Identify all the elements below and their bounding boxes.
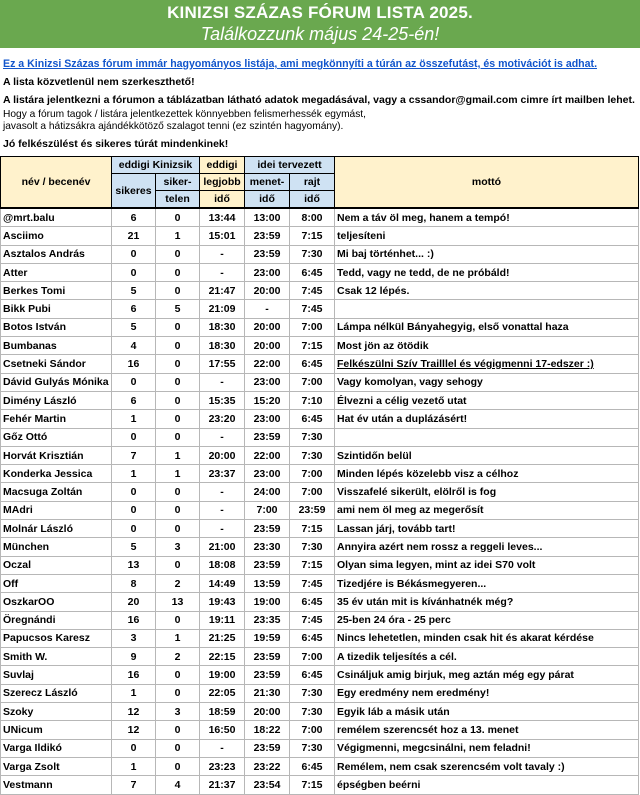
cell-motto: Szintidőn belül <box>335 446 639 464</box>
cell-legjobb: 19:00 <box>200 666 245 684</box>
cell-menetido: 7:00 <box>245 501 290 519</box>
cell-menetido: 23:59 <box>245 648 290 666</box>
cell-motto: Vagy komolyan, vagy sehogy <box>335 373 639 391</box>
table-row <box>1 428 639 446</box>
cell-name: Gőz Ottó <box>1 428 112 446</box>
cell-name: Konderka Jessica <box>1 465 112 483</box>
cell-motto <box>335 300 639 318</box>
cell-legjobb: 23:37 <box>200 465 245 483</box>
header-eddigi-kinizsik: eddigi Kinizsik <box>112 157 200 174</box>
cell-name: OszkarOO <box>1 593 112 611</box>
cell-rajtido: 7:45 <box>290 282 335 300</box>
header-legjobb-2: legjobb <box>200 174 245 191</box>
cell-sikertelen: 0 <box>156 355 200 373</box>
cell-sikeres: 16 <box>112 666 156 684</box>
cell-sikertelen: 1 <box>156 465 200 483</box>
table-row <box>1 282 639 300</box>
cell-motto: Nincs lehetetlen, minden csak hit és akarat kérdése <box>335 629 639 647</box>
cell-legjobb: 19:43 <box>200 593 245 611</box>
cell-menetido: 23:00 <box>245 465 290 483</box>
cell-sikeres: 12 <box>112 721 156 739</box>
cell-name: MAdri <box>1 501 112 519</box>
cell-sikertelen: 0 <box>156 520 200 538</box>
table-row <box>1 757 639 775</box>
cell-sikeres: 5 <box>112 538 156 556</box>
header-legjobb-3: idő <box>200 191 245 209</box>
cell-sikeres: 1 <box>112 684 156 702</box>
cell-motto: Lassan járj, tovább tart! <box>335 520 639 538</box>
cell-sikeres: 0 <box>112 501 156 519</box>
cell-rajtido: 7:15 <box>290 337 335 355</box>
cell-sikertelen: 3 <box>156 538 200 556</box>
header-rajt-1: rajt <box>290 174 335 191</box>
cell-sikertelen: 0 <box>156 391 200 409</box>
cell-sikeres: 4 <box>112 337 156 355</box>
cell-motto: Mi baj történhet... :) <box>335 245 639 263</box>
title-banner <box>0 0 640 48</box>
cell-legjobb: 18:30 <box>200 337 245 355</box>
cell-menetido: 20:00 <box>245 337 290 355</box>
cell-name: Fehér Martin <box>1 410 112 428</box>
table-row <box>1 684 639 702</box>
table-row <box>1 245 639 263</box>
cell-rajtido: 7:00 <box>290 648 335 666</box>
cell-menetido: 23:35 <box>245 611 290 629</box>
cell-menetido: 18:22 <box>245 721 290 739</box>
cell-legjobb: 17:55 <box>200 355 245 373</box>
table-row <box>1 410 639 428</box>
cell-sikertelen: 0 <box>156 501 200 519</box>
cell-sikertelen: 0 <box>156 410 200 428</box>
cell-legjobb: - <box>200 520 245 538</box>
cell-sikeres: 0 <box>112 263 156 281</box>
cell-rajtido: 7:30 <box>290 245 335 263</box>
cell-motto: Lámpa nélkül Bányahegyig, első vonattal haza <box>335 318 639 336</box>
cell-rajtido: 7:00 <box>290 373 335 391</box>
table-row <box>1 574 639 592</box>
cell-menetido: 23:59 <box>245 666 290 684</box>
cell-legjobb: 18:59 <box>200 703 245 721</box>
table-row <box>1 465 639 483</box>
cell-motto: remélem szerencsét hoz a 13. menet <box>335 721 639 739</box>
cell-sikeres: 20 <box>112 593 156 611</box>
cell-name: Smith W. <box>1 648 112 666</box>
cell-motto: 35 év után mit is kívánhatnék még? <box>335 593 639 611</box>
cell-rajtido: 7:00 <box>290 318 335 336</box>
table-row <box>1 556 639 574</box>
cell-sikertelen: 0 <box>156 721 200 739</box>
cell-legjobb: - <box>200 428 245 446</box>
notice-ribbon-1: Hogy a fórum tagok / listára jelentkezettek könnyebben felismerhessék egymást, <box>3 109 366 120</box>
cell-name: Oczal <box>1 556 112 574</box>
cell-motto: épségben beérni <box>335 776 639 794</box>
notice-good-luck: Jó felkészülést és sikeres túrát mindenkinek! <box>3 138 229 150</box>
cell-rajtido: 7:45 <box>290 574 335 592</box>
cell-name: Öregnándi <box>1 611 112 629</box>
cell-menetido: 23:59 <box>245 556 290 574</box>
cell-menetido: 23:54 <box>245 776 290 794</box>
cell-rajtido: 6:45 <box>290 355 335 373</box>
cell-menetido: 23:22 <box>245 757 290 775</box>
cell-motto: Minden lépés közelebb visz a célhoz <box>335 465 639 483</box>
cell-legjobb: 18:30 <box>200 318 245 336</box>
cell-motto: Végigmenni, megcsinálni, nem feladni! <box>335 739 639 757</box>
cell-menetido: 23:59 <box>245 520 290 538</box>
cell-sikertelen: 13 <box>156 593 200 611</box>
cell-rajtido: 7:00 <box>290 483 335 501</box>
cell-sikeres: 0 <box>112 520 156 538</box>
header-name: név / becenév <box>1 157 112 209</box>
cell-sikeres: 7 <box>112 446 156 464</box>
cell-legjobb: 21:25 <box>200 629 245 647</box>
cell-sikertelen: 5 <box>156 300 200 318</box>
cell-name: Vestmann <box>1 776 112 794</box>
cell-rajtido: 7:30 <box>290 428 335 446</box>
cell-menetido: 23:59 <box>245 245 290 263</box>
table-row <box>1 538 639 556</box>
cell-menetido: 23:59 <box>245 428 290 446</box>
cell-sikertelen: 0 <box>156 245 200 263</box>
cell-name: Varga Ildikó <box>1 739 112 757</box>
table-row <box>1 337 639 355</box>
cell-rajtido: 8:00 <box>290 208 335 227</box>
cell-name: UNicum <box>1 721 112 739</box>
cell-legjobb: - <box>200 501 245 519</box>
cell-name: Horvát Krisztián <box>1 446 112 464</box>
cell-rajtido: 7:30 <box>290 739 335 757</box>
cell-motto: Olyan sima legyen, mint az idei S70 volt <box>335 556 639 574</box>
table-row <box>1 703 639 721</box>
cell-sikeres: 0 <box>112 373 156 391</box>
cell-name: Papucsos Karesz <box>1 629 112 647</box>
cell-sikeres: 0 <box>112 428 156 446</box>
header-tervezett: idei tervezett <box>245 157 335 174</box>
cell-rajtido: 7:15 <box>290 776 335 794</box>
notice-ribbon-2: javasolt a hátizsákra ajándékkötöző szalagot tenni (ez szintén hagyomány). <box>3 121 344 132</box>
cell-motto: ami nem öl meg az megerősít <box>335 501 639 519</box>
cell-name: Szoky <box>1 703 112 721</box>
table-row <box>1 739 639 757</box>
cell-menetido: 22:00 <box>245 446 290 464</box>
cell-menetido: 13:59 <box>245 574 290 592</box>
cell-sikeres: 9 <box>112 648 156 666</box>
cell-name: Bumbanas <box>1 337 112 355</box>
table-row <box>1 501 639 519</box>
cell-name: Dimény László <box>1 391 112 409</box>
cell-sikertelen: 4 <box>156 776 200 794</box>
cell-rajtido: 6:45 <box>290 666 335 684</box>
cell-menetido: 15:20 <box>245 391 290 409</box>
cell-name: Dávid Gulyás Mónika <box>1 373 112 391</box>
cell-rajtido: 6:45 <box>290 263 335 281</box>
cell-name: Atter <box>1 263 112 281</box>
participants-table <box>0 156 639 795</box>
cell-rajtido: 7:00 <box>290 721 335 739</box>
table-row <box>1 666 639 684</box>
cell-menetido: 20:00 <box>245 318 290 336</box>
cell-motto: Annyira azért nem rossz a reggeli leves... <box>335 538 639 556</box>
cell-sikeres: 8 <box>112 574 156 592</box>
cell-name: Varga Zsolt <box>1 757 112 775</box>
cell-sikertelen: 0 <box>156 373 200 391</box>
cell-legjobb: 15:35 <box>200 391 245 409</box>
header-sikeres: sikeres <box>112 174 156 209</box>
cell-rajtido: 7:10 <box>290 391 335 409</box>
cell-motto: Tizedjére is Békásmegyeren... <box>335 574 639 592</box>
cell-sikertelen: 0 <box>156 556 200 574</box>
cell-rajtido: 7:30 <box>290 703 335 721</box>
cell-rajtido: 7:45 <box>290 300 335 318</box>
cell-rajtido: 23:59 <box>290 501 335 519</box>
cell-menetido: 23:00 <box>245 410 290 428</box>
cell-menetido: - <box>245 300 290 318</box>
cell-sikertelen: 0 <box>156 263 200 281</box>
table-row <box>1 721 639 739</box>
cell-legjobb: 21:09 <box>200 300 245 318</box>
cell-sikeres: 3 <box>112 629 156 647</box>
cell-name: Macsuga Zoltán <box>1 483 112 501</box>
cell-sikeres: 1 <box>112 465 156 483</box>
cell-menetido: 23:59 <box>245 227 290 245</box>
notice-how-to-join: A listára jelentkezni a fórumon a táblázatban látható adatok megadásával, vagy a cssandor@gmail.com cimre írt mailben lehet. <box>3 94 635 106</box>
header-motto: mottó <box>335 157 639 209</box>
cell-sikertelen: 0 <box>156 337 200 355</box>
cell-motto: 25-ben 24 óra - 25 perc <box>335 611 639 629</box>
cell-legjobb: 22:15 <box>200 648 245 666</box>
cell-sikertelen: 0 <box>156 282 200 300</box>
cell-legjobb: 23:20 <box>200 410 245 428</box>
cell-legjobb: - <box>200 245 245 263</box>
cell-rajtido: 7:15 <box>290 520 335 538</box>
cell-motto: Élvezni a célig vezető utat <box>335 391 639 409</box>
cell-sikeres: 6 <box>112 391 156 409</box>
cell-sikertelen: 0 <box>156 757 200 775</box>
cell-name: Suvlaj <box>1 666 112 684</box>
cell-legjobb: - <box>200 373 245 391</box>
cell-legjobb: 22:05 <box>200 684 245 702</box>
cell-name: Berkes Tomi <box>1 282 112 300</box>
cell-sikeres: 1 <box>112 757 156 775</box>
cell-menetido: 20:00 <box>245 703 290 721</box>
notice-not-editable: A lista közvetlenül nem szerkeszthető! <box>3 76 195 88</box>
cell-sikeres: 7 <box>112 776 156 794</box>
cell-motto <box>335 428 639 446</box>
cell-name: München <box>1 538 112 556</box>
cell-legjobb: 20:00 <box>200 446 245 464</box>
cell-legjobb: - <box>200 263 245 281</box>
cell-sikeres: 0 <box>112 483 156 501</box>
header-sikertelen-1: siker- <box>156 174 200 191</box>
table-row <box>1 227 639 245</box>
cell-sikertelen: 0 <box>156 428 200 446</box>
cell-sikertelen: 2 <box>156 648 200 666</box>
cell-motto: Remélem, nem csak szerencsém volt tavaly :) <box>335 757 639 775</box>
cell-sikertelen: 1 <box>156 227 200 245</box>
cell-sikeres: 16 <box>112 611 156 629</box>
cell-name: Off <box>1 574 112 592</box>
cell-motto: Tedd, vagy ne tedd, de ne próbáld! <box>335 263 639 281</box>
cell-menetido: 23:30 <box>245 538 290 556</box>
cell-rajtido: 7:45 <box>290 611 335 629</box>
cell-menetido: 19:00 <box>245 593 290 611</box>
cell-sikertelen: 0 <box>156 318 200 336</box>
header-sikertelen-2: telen <box>156 191 200 209</box>
cell-sikertelen: 3 <box>156 703 200 721</box>
cell-sikertelen: 0 <box>156 684 200 702</box>
cell-sikeres: 13 <box>112 556 156 574</box>
cell-motto: Csináljuk amig birjuk, meg aztán még egy párat <box>335 666 639 684</box>
cell-sikertelen: 0 <box>156 666 200 684</box>
cell-name: Asztalos András <box>1 245 112 263</box>
table-row <box>1 520 639 538</box>
header-menet-2: idő <box>245 191 290 209</box>
cell-sikertelen: 0 <box>156 611 200 629</box>
table-row <box>1 391 639 409</box>
cell-legjobb: 23:23 <box>200 757 245 775</box>
cell-motto: Nem a táv öl meg, hanem a tempó! <box>335 208 639 227</box>
table-row <box>1 373 639 391</box>
cell-motto: Egy eredmény nem eredmény! <box>335 684 639 702</box>
table-row <box>1 776 639 794</box>
cell-sikeres: 6 <box>112 208 156 227</box>
cell-legjobb: 13:44 <box>200 208 245 227</box>
cell-legjobb: 15:01 <box>200 227 245 245</box>
cell-sikeres: 0 <box>112 739 156 757</box>
cell-menetido: 21:30 <box>245 684 290 702</box>
cell-name: Bikk Pubi <box>1 300 112 318</box>
cell-rajtido: 6:45 <box>290 757 335 775</box>
cell-rajtido: 6:45 <box>290 629 335 647</box>
cell-name: Asciimo <box>1 227 112 245</box>
cell-legjobb: 19:11 <box>200 611 245 629</box>
cell-legjobb: 14:49 <box>200 574 245 592</box>
header-rajt-2: idő <box>290 191 335 209</box>
cell-sikertelen: 0 <box>156 208 200 227</box>
cell-motto: teljesíteni <box>335 227 639 245</box>
cell-sikertelen: 1 <box>156 629 200 647</box>
cell-menetido: 23:00 <box>245 373 290 391</box>
header-legjobb-1: eddigi <box>200 157 245 174</box>
cell-name: @mrt.balu <box>1 208 112 227</box>
cell-motto: Hat év után a duplázásért! <box>335 410 639 428</box>
cell-motto: Visszafelé sikerült, elölről is fog <box>335 483 639 501</box>
table-row <box>1 483 639 501</box>
cell-motto: Egyik láb a másik után <box>335 703 639 721</box>
cell-menetido: 13:00 <box>245 208 290 227</box>
cell-rajtido: 7:15 <box>290 556 335 574</box>
cell-menetido: 23:59 <box>245 739 290 757</box>
cell-legjobb: 18:08 <box>200 556 245 574</box>
cell-motto: A tizedik teljesítés a cél. <box>335 648 639 666</box>
cell-name: Botos István <box>1 318 112 336</box>
table-row <box>1 611 639 629</box>
cell-rajtido: 6:45 <box>290 593 335 611</box>
page-subtitle: Találkozzunk május 24-25-én! <box>200 24 440 44</box>
cell-legjobb: - <box>200 483 245 501</box>
cell-menetido: 22:00 <box>245 355 290 373</box>
cell-sikertelen: 2 <box>156 574 200 592</box>
cell-sikeres: 5 <box>112 282 156 300</box>
cell-motto: Most jön az ötödik <box>335 337 639 355</box>
table-row <box>1 648 639 666</box>
cell-rajtido: 6:45 <box>290 410 335 428</box>
table-row <box>1 208 639 227</box>
cell-sikeres: 6 <box>112 300 156 318</box>
cell-legjobb: 21:47 <box>200 282 245 300</box>
cell-legjobb: 21:00 <box>200 538 245 556</box>
cell-motto: Csak 12 lépés. <box>335 282 639 300</box>
cell-legjobb: 21:37 <box>200 776 245 794</box>
cell-legjobb: - <box>200 739 245 757</box>
cell-sikeres: 16 <box>112 355 156 373</box>
cell-rajtido: 7:30 <box>290 446 335 464</box>
cell-rajtido: 7:30 <box>290 538 335 556</box>
table-row <box>1 263 639 281</box>
table-row <box>1 300 639 318</box>
cell-name: Szerecz László <box>1 684 112 702</box>
cell-sikeres: 0 <box>112 245 156 263</box>
cell-sikertelen: 0 <box>156 483 200 501</box>
cell-sikeres: 21 <box>112 227 156 245</box>
forum-link[interactable]: Ez a Kinizsi Százas fórum immár hagyományos listája, ami megkönnyíti a túrán az összefutást, és motivációt is adhat. <box>3 58 598 70</box>
cell-legjobb: 16:50 <box>200 721 245 739</box>
cell-sikertelen: 0 <box>156 739 200 757</box>
table-row <box>1 446 639 464</box>
cell-motto: Felkészülni Szív Trailllel és végigmenni 17-edszer :) <box>335 355 639 373</box>
cell-menetido: 19:59 <box>245 629 290 647</box>
cell-sikertelen: 1 <box>156 446 200 464</box>
cell-menetido: 23:00 <box>245 263 290 281</box>
table-row <box>1 629 639 647</box>
table-row <box>1 593 639 611</box>
header-menet-1: menet- <box>245 174 290 191</box>
page-title: KINIZSI SZÁZAS FÓRUM LISTA 2025. <box>167 3 473 22</box>
cell-name: Csetneki Sándor <box>1 355 112 373</box>
cell-rajtido: 7:00 <box>290 465 335 483</box>
cell-rajtido: 7:30 <box>290 684 335 702</box>
cell-sikeres: 1 <box>112 410 156 428</box>
cell-rajtido: 7:15 <box>290 227 335 245</box>
table-row <box>1 355 639 373</box>
cell-menetido: 20:00 <box>245 282 290 300</box>
cell-menetido: 24:00 <box>245 483 290 501</box>
cell-sikeres: 5 <box>112 318 156 336</box>
cell-name: Molnár László <box>1 520 112 538</box>
cell-sikeres: 12 <box>112 703 156 721</box>
table-row <box>1 318 639 336</box>
